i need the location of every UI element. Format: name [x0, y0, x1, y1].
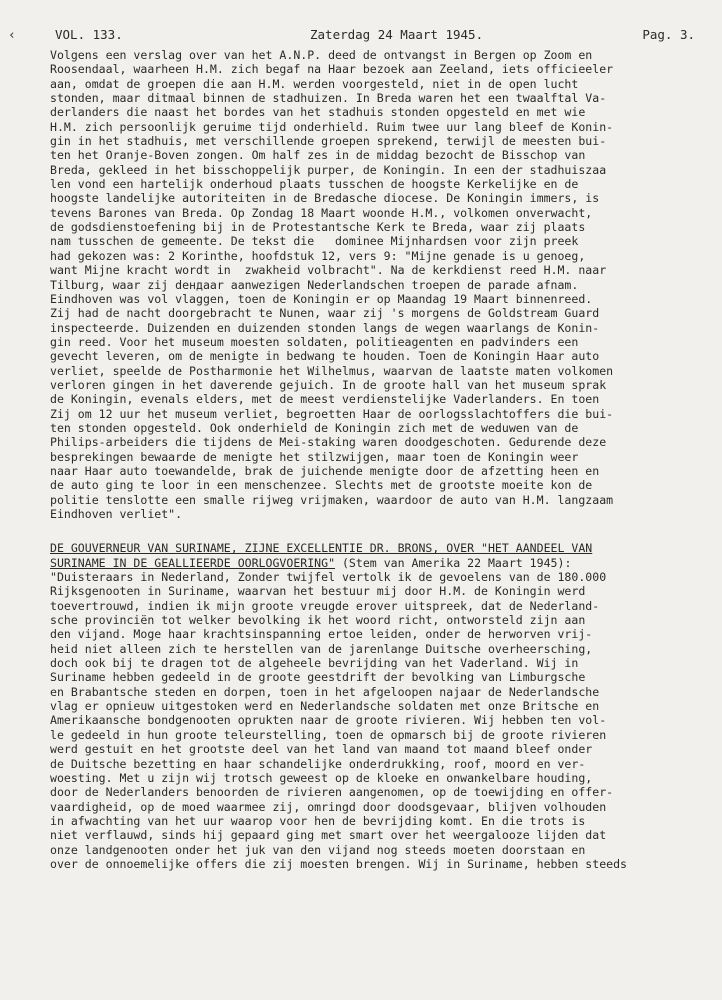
text-line: niet verflauwd, sinds hij gepaard ging met smart over het weergalooze lijden dat: [50, 828, 607, 843]
text-line: tevens Barones van Breda. Op Zondag 18 Maart woonde H.M., volkomen onverwacht,: [50, 205, 593, 220]
text-line: over de onnoemelijke offers die zij moesten brengen. Wij in Suriname, hebben steeds: [50, 856, 628, 871]
text-line: Breda, gekleed in het bisschoppelijk purper, de Koningin. In een der stadhuiszaa: [50, 162, 607, 177]
text-line: verliet, speelde de Postharmonie het Wilhelmus, waarvan de laatste maten volkomen: [50, 363, 614, 378]
paragraph-suriname-speech: [50, 570, 702, 871]
text-line: derlanders die naast het bordes van het stadhuis stonden opgesteld en met wie: [50, 105, 586, 120]
text-line: H.M. zich persoonlijk geruime tijd onderhield. Ruim twee uur lang bleef de Konin-: [50, 119, 614, 134]
text-line: gevecht leveren, om de menigte in bedwang te houden. Toen de Koningin Haar auto: [50, 349, 600, 364]
text-line: ten stonden opgesteld. Ook onderhield de Koningin zich met de weduwen van de: [50, 420, 579, 435]
text-line: inspecteerde. Duizenden en duizenden stonden langs de wegen waarlangs de Konin-: [50, 320, 600, 335]
text-line: want Mijne kracht wordt in zwakheid volbracht". Na de kerkdienst reed H.M. naar: [50, 263, 607, 278]
text-line: len vond een hartelijk onderhoud plaats tusschen de hoogste Kerkelijke en de: [50, 177, 579, 192]
text-line: doch ook bij te dragen tot de algeheele bevrijding van het Vaderland. Wij in: [50, 656, 579, 671]
volume-number: VOL. 133.: [55, 27, 123, 42]
text-line: le gedeeld in hun groote teleurstelling, toen de opmarsch bij de groote rivieren: [50, 727, 607, 742]
text-line: hoogste landelijke autoriteiten in de Bredasche diocese. De Koningin immers, is: [50, 191, 600, 206]
margin-mark: ‹: [8, 28, 16, 43]
text-line: en Brabantsche steden en dorpen, toen in het afgeloopen najaar de Nederlandsche: [50, 684, 600, 699]
heading-line: [50, 556, 702, 570]
text-line: "Duisteraars in Nederland, Zonder twijfel vertolk ik de gevoelens van de 180.000: [50, 570, 607, 585]
text-line: vlag er opnieuw uitgestoken werd en Nederlandsche soldaten met onze Britsche en: [50, 699, 600, 714]
text-line: de Duitsche bezetting en haar schandelijke onderdrukking, roof, moord en ver-: [50, 756, 586, 771]
text-line: den vijand. Moge haar krachtsinspanning ertoe leiden, onder de herworven vrij-: [50, 627, 593, 642]
text-line: de auto ging te loor in een menschenzee. Slechts met de grootste moeite kon de: [50, 478, 593, 493]
text-line: aan, omdat de groepen die aan H.M. werden voorgesteld, niet in de open lucht: [50, 76, 579, 91]
text-line: Zij had de nacht doorgebracht te Nunen, waar zij 's morgens de Goldstream Guard: [50, 306, 600, 321]
text-line: onze landgenooten onder het juk van den vijand nog steeds moeten doorstaan en: [50, 842, 586, 857]
heading-line: [50, 541, 702, 555]
document-body: [50, 48, 702, 871]
text-line: Amerikaansche bondgenooten oprukten naar de groote rivieren. Wij hebben ten vol-: [50, 713, 607, 728]
text-line: Roosendaal, waarheen H.M. zich begaf na Haar bezoek aan Zeeland, iets officieeler: [50, 62, 614, 77]
text-line: ten het Oranje-Boven zongen. Om half zes in de middag bezocht de Bisschop van: [50, 148, 586, 163]
text-line: heid niet alleen zich te herstellen van de jarenlange Duitsche overheersching,: [50, 641, 593, 656]
text-line: werd gestuit en het grootste deel van het land van maand tot maand bleef onder: [50, 742, 593, 757]
text-line: de Koningin, evenals elders, met de meest verdienstelijke Vaderlanders. En toen: [50, 392, 600, 407]
text-line: Eindhoven was vol vlaggen, toen de Koningin er op Maandag 19 Maart binnenreed.: [50, 291, 593, 306]
text-line: Eindhoven verliet".: [50, 507, 183, 521]
text-line: naar Haar auto toewandelde, brak de juichende menigte door de afzetting heen en: [50, 463, 600, 478]
paragraph-royal-visit: [50, 48, 702, 521]
text-line: gin in het stadhuis, met verschillende groepen sprekend, terwijl de meesten bui-: [50, 134, 607, 149]
page-header: [55, 26, 695, 44]
text-line: had gekozen was: 2 Korinthe, hoofdstuk 12, vers 9: "Mijne genade is u genoeg,: [50, 248, 586, 263]
text-line: Suriname hebben gedeeld in de groote geestdrift der bevolking van Limburgsche: [50, 670, 586, 685]
text-line: nam tusschen de gemeente. De tekst die dominee Mijnhardsen voor zijn preek: [50, 234, 579, 249]
heading-underlined-text: SURINAME IN DE GEALLIEERDE OORLOGVOERING": [50, 555, 336, 570]
text-line: vaardigheid, op de moed waarmee zij, omringd door doodsgevaar, blijven volhouden: [50, 799, 607, 814]
text-line: toevertrouwd, indien ik mijn groote vreugde erover uitspreek, dat de Nederland-: [50, 598, 600, 613]
heading-source-text: (Stem van Amerika 22 Maart 1945):: [335, 555, 572, 570]
text-line: woesting. Met u zijn wij trotsch geweest op de kloeke en onwankelbare houding,: [50, 770, 593, 785]
text-line: Volgens een verslag over van het A.N.P. deed de ontvangst in Bergen op Zoom en: [50, 48, 593, 62]
text-line: Tilburg, waar zij deндaar aanwezigen Nederlandschen troepen de parade afnam.: [50, 277, 579, 292]
text-line: Rijksgenooten in Suriname, waarvan het bestuur mij door H.M. de Koningin werd: [50, 584, 586, 599]
text-line: stonden, maar ditmaal binnen de stadhuizen. In Breda waren het een twaalftal Va-: [50, 91, 607, 106]
issue-date: Zaterdag 24 Maart 1945.: [310, 27, 484, 42]
text-line: politie tenslotte een smalle rijweg vrijmaken, waardoor de auto van H.M. langzaam: [50, 492, 614, 507]
text-line: in afwachting van het uur waarop voor hen de bevrijding komt. En die trots is: [50, 813, 586, 828]
text-line: door de Nederlanders benoorden de rivieren aangenomen, op de toewijding en offer-: [50, 785, 614, 800]
text-line: sche provinciën tot welker bevolking ik het woord richt, ontworsteld zijn aan: [50, 613, 586, 628]
paragraph-gap: [50, 521, 702, 541]
section-heading-suriname: [50, 541, 702, 570]
text-line: besprekingen bewaarde de menigte het stilzwijgen, maar toen de Koningin weer: [50, 449, 579, 464]
heading-underlined-text: DE GOUVERNEUR VAN SURINAME, ZIJNE EXCELLENTIE DR. BRONS, OVER "HET AANDEEL VAN: [50, 541, 593, 556]
text-line: verloren gingen in het daverende gejuich. In de groote hall van het museum sprak: [50, 377, 607, 392]
text-line: Zij om 12 uur het museum verliet, begroetten Haar de oorlogsslachtoffers die bui-: [50, 406, 614, 421]
page-number: Pag. 3.: [642, 27, 695, 42]
text-line: gin reed. Voor het museum moesten soldaten, politieagenten en padvinders een: [50, 334, 579, 349]
text-line: Philips-arbeiders die tijdens de Mei-staking waren doodgeschoten. Gedurende deze: [50, 435, 607, 450]
text-line: de godsdienstoefening bij in de Protestantsche Kerk te Breda, waar zij plaats: [50, 220, 586, 235]
